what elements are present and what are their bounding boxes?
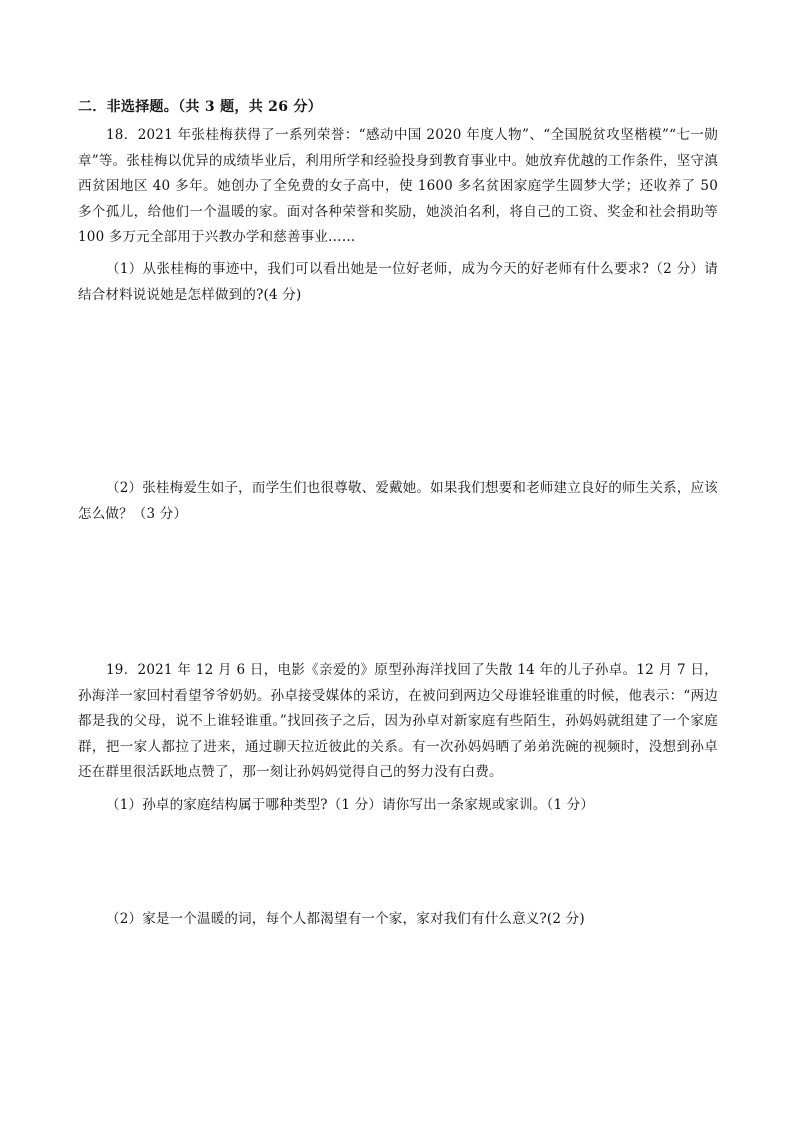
question-18-material: 18．2021 年张桂梅获得了一系列荣誉：“感动中国 2020 年度人物”、“全国脱贫攻坚楷模”“七一勋章”等。张桂梅以优异的成绩毕业后，利用所学和经验投身到教育事业中。她放弃优越的工作条件，坚守滇西贫困地区 40 多年。她创办了全免费的女子高中，使 1600 多名贫困家庭学生圆梦大学；还收养了 50 多个孤儿，给他们一个温暖的家。面对各种荣誉和奖励，她淡泊名利，将自己的工资、奖金和社会捐助等 100 多万元全部用于兴教办学和慈善事业…… [78,127,718,245]
section-title: 二．非选择题。（共 3 题，共 26 分） [78,99,323,115]
question-19-subquestion-1: （1）孙卓的家庭结构属于哪种类型?（1 分）请你写出一条家规或家训。（1 分） [106,797,595,813]
question-19-subquestion-2: （2）家是一个温暖的词，每个人都渴望有一个家，家对我们有什么意义?(2 分) [106,911,585,927]
question-19-material: 19．2021 年 12 月 6 日，电影《亲爱的》原型孙海洋找回了失散 14 年的儿子孙卓。12 月 7 日，孙海洋一家回村看望爷爷奶奶。孙卓接受媒体的采访，在被问到两边父母谁轻谁重的时候，他表示：“两边都是我的父母，说不上谁轻谁重。”找回孩子之后，因为孙卓对新家庭有些陌生，孙妈妈就组建了一个家庭群，把一家人都拉了进来，通过聊天拉近彼此的关系。有一次孙妈妈晒了弟弟洗碗的视频时，没想到孙卓还在群里很活跃地点赞了，那一刻让孙妈妈觉得自己的努力没有白费。 [78,662,718,780]
question-18-subquestion-1: （1）从张桂梅的事迹中，我们可以看出她是一位好老师，成为今天的好老师有什么要求?（2 分）请结合材料说说她是怎样做到的?(4 分) [78,261,718,303]
question-18-subquestion-2: （2）张桂梅爱生如子，而学生们也很尊敬、爱戴她。如果我们想要和老师建立良好的师生关系，应该怎么做？（3 分） [78,480,718,522]
